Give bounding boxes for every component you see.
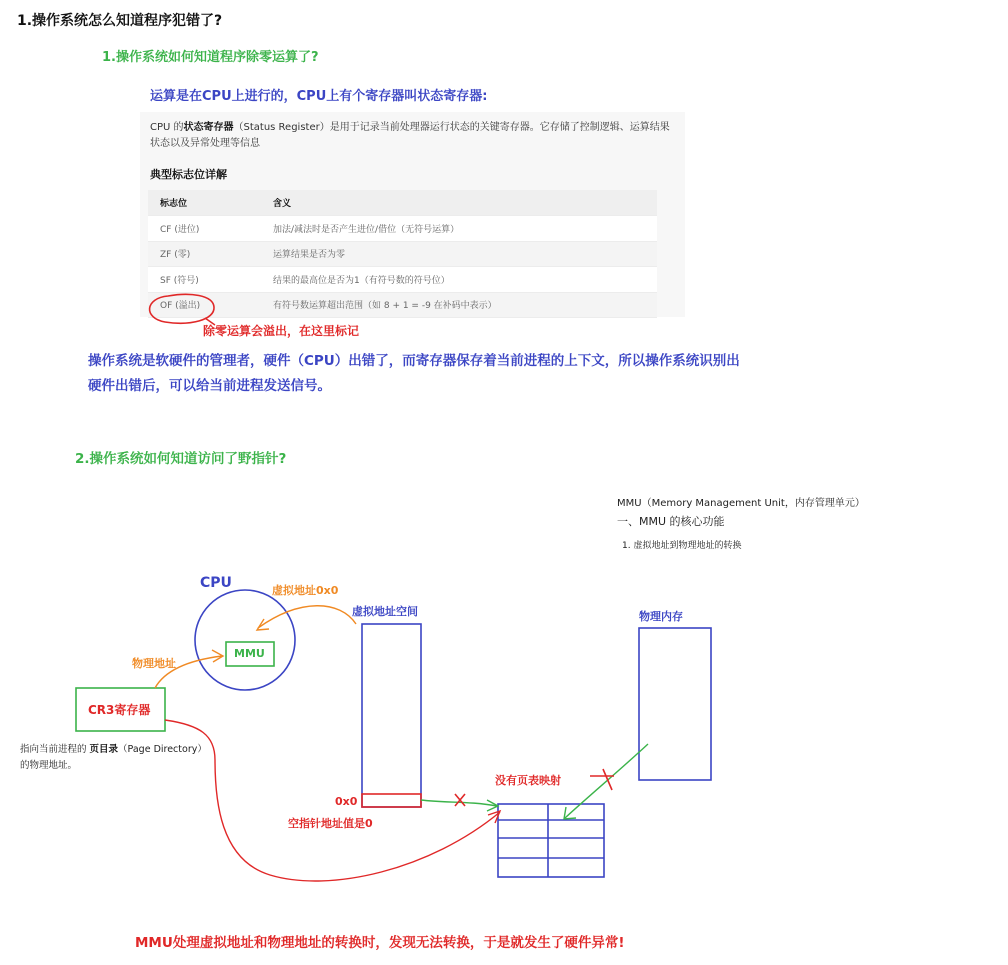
table-header-cell: 含义 [261, 190, 657, 216]
table-cell: 有符号数运算超出范围（如 8 + 1 = -9 在补码中表示） [261, 292, 657, 318]
lookup-fail-mark [455, 794, 465, 806]
cr3-pagetable-curve [165, 720, 500, 881]
cr3-note-prefix: 指向当前进程的 [20, 744, 90, 755]
mmu-label: MMU [234, 647, 265, 660]
null-pointer-label: 空指针地址值是0 [288, 817, 373, 830]
table-cell: 运算结果是否为零 [261, 241, 657, 267]
cr3-note-line2: 的物理地址。 [20, 760, 78, 771]
table-cell: OF (溢出) [148, 292, 261, 318]
physical-memory-label: 物理内存 [639, 610, 683, 623]
table-cell: SF (符号) [148, 267, 261, 293]
mmu-definition: MMU（Memory Management Unit，内存管理单元） [617, 498, 865, 509]
virtual-address-space [362, 624, 421, 807]
vaddr-arrow [258, 606, 356, 628]
cr3-note-bold: 页目录 [89, 744, 119, 755]
sr-desc-bold: 状态寄存器 [183, 122, 234, 133]
table-cell: ZF (零) [148, 241, 261, 267]
cr3-register-label: CR3寄存器 [88, 703, 151, 717]
section-2-title: 2.操作系统如何知道访问了野指针? [75, 451, 287, 467]
sr-desc-rest: （Status Register）是用于记录当前处理器运行状态的关键寄存器。它存储了控制逻辑、运算结果状态以及异常处理等信息 [150, 122, 670, 149]
sr-desc-prefix: CPU 的 [150, 122, 184, 133]
cpu-circle [195, 590, 295, 690]
physical-memory [639, 628, 711, 780]
table-cell: 加法/减法时是否产生进位/借位（无符号运算） [261, 216, 657, 242]
null-address-slot [362, 794, 421, 807]
os-explanation-paragraph: 操作系统是软硬件的管理者，硬件（CPU）出错了，而寄存器保存着当前进程的上下文，所以操作系统识别出硬件出错后，可以给当前进程发送信号。 [88, 353, 740, 394]
of-highlight-circle [150, 294, 214, 323]
table-cell: CF (进位) [148, 216, 261, 242]
page-table [498, 804, 604, 877]
physical-address-label: 物理地址 [132, 657, 176, 670]
cr3-note [20, 742, 207, 774]
table-header-cell: 标志位 [148, 190, 261, 216]
table-cell: 结果的最高位是否为1（有符号数的符号位） [261, 267, 657, 293]
section-1-title: 1.操作系统如何知道程序除零运算了? [102, 50, 319, 65]
mmu-heading: 一、MMU 的核心功能 [617, 515, 725, 528]
mmu-function-item: 1. 虚拟地址到物理地址的转换 [622, 541, 742, 551]
conclusion-text: MMU处理虚拟地址和物理地址的转换时，发现无法转换，于是就发生了硬件异常! [135, 935, 625, 951]
virtual-address-0-label: 虚拟地址0x0 [272, 584, 339, 597]
flags-heading: 典型标志位详解 [150, 168, 227, 181]
phys-arrow [565, 744, 648, 818]
address-0x0-label: 0x0 [335, 795, 358, 808]
no-mapping-mark [590, 769, 614, 790]
cpu-label: CPU [200, 575, 232, 591]
cpu-register-note: 运算是在CPU上进行的，CPU上有个寄存器叫状态寄存器: [150, 89, 488, 104]
cr3-note-rest: （Page Directory） [118, 744, 207, 755]
page-title: 1.操作系统怎么知道程序犯错了? [17, 13, 223, 29]
virtual-address-space-label: 虚拟地址空间 [352, 605, 418, 618]
overflow-note: 除零运算会溢出，在这里标记 [203, 324, 360, 338]
no-page-table-mapping-label: 没有页表映射 [495, 774, 561, 787]
